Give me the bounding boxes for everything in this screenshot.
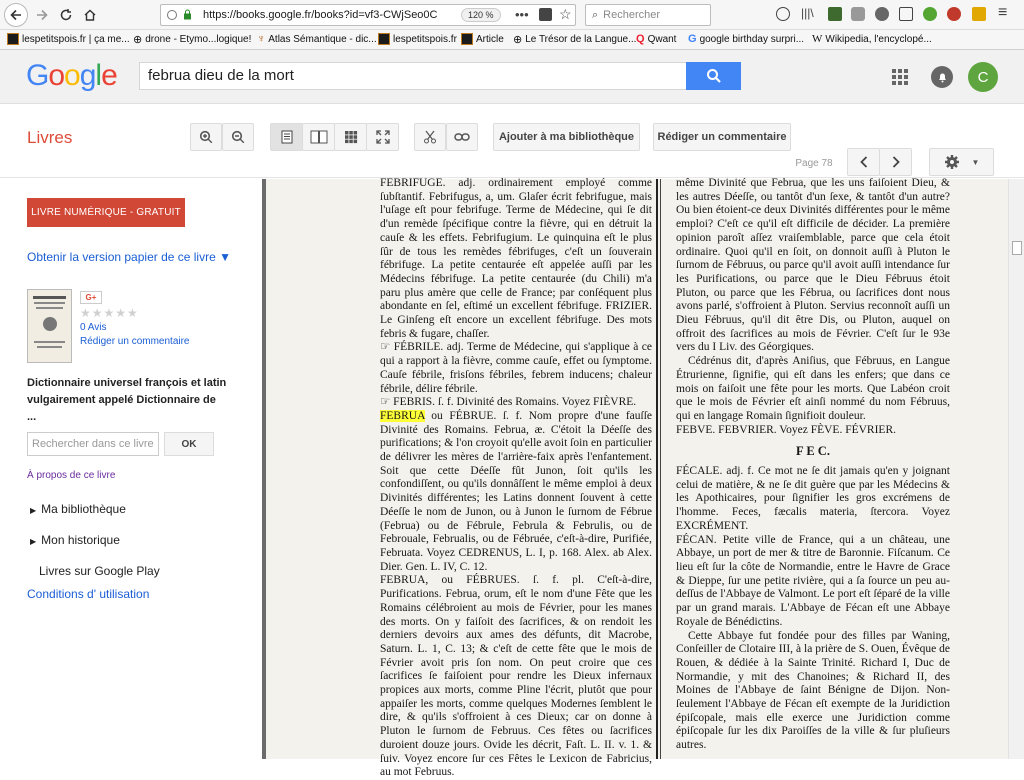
bookmark-item[interactable]: G google birthday surpri... (688, 33, 805, 45)
bookmark-star-icon[interactable]: ☆ (559, 6, 572, 22)
home-icon (83, 8, 97, 22)
qwant-icon: Q (636, 33, 645, 45)
apps-grid-icon[interactable] (892, 69, 908, 85)
bookmark-item[interactable]: Q Qwant (636, 33, 677, 45)
wikipedia-icon: W (812, 33, 823, 45)
atlas-icon: ♆ (257, 33, 266, 45)
chevron-right-icon (892, 156, 900, 168)
entry-februa-continued: même Divinité que Februa, que les uns faiſoient Dieu, & les autres Déeſſe, ou tantôt d'un ſexe, & tantôt d'un autre? Ou bien étoient-ce deux Divinités différentes pour le même emploi? C'eſt ce qu'il eſt difficile de décider. La première opinion paroît aſſez vraiſemblable, parce que cela étoit ordinaire. Quoi qu'il en ſoit, on donnoit auſſi à Pluton le ſurnom de Fébruus, ou parce qu'il avoit auſſi intendance ſur les Purifications, ou parce que le Dieu Fébruus étoit Pluton, ou parce que les Fébrua, ou ſacrifices dont nous avons parlé, s'offroient à Pluton. Servius reconnoît auſſi un Dieu Fébruus, qu'il dit être Dis, ou Pluton, auquel on offroit des ſacrifices au mois de Février. C'eſt ſur le 93e vers du I Liv. des Géorgiques. (676, 177, 950, 354)
google-logo[interactable]: Google (26, 59, 117, 92)
bookmark-item[interactable]: ⊕ drone - Etymo...logique! (133, 34, 252, 46)
page-edge (262, 179, 266, 759)
search-icon: ⌕ (592, 8, 599, 21)
entry-abbaye: Cette Abbaye fut fondée pour des filles par Waning, Conſeiller de Clotaire III, à la prière de S. Ouen, Évêque de Rouen, & dédiée à la Sainte Trinité. Richard I, Duc de Normandie, y mit des Chanoines; & Richard II, des Moines de l'Abbaye de ſaint Bénigne de Dijon. Non-ſeulement l'Abbaye de Fécan eſt exempte de la Juridiction épiſcopale, mais elle exerce une Juridiction comme épiſcopale ſur les dix Paroiſſes de la ville & ſur pluſieurs autres. (676, 629, 950, 752)
page-actions-icon[interactable]: ••• (515, 7, 529, 22)
extension-icon-4[interactable] (923, 7, 937, 21)
zoom-in-icon (199, 130, 213, 144)
bookmarks-bar (0, 30, 1024, 50)
search-icon (706, 68, 722, 84)
page-number: Page 78 (795, 158, 833, 169)
account-avatar[interactable]: C (968, 62, 998, 92)
search-in-book-button[interactable]: OK (164, 432, 214, 456)
extension-icon-2[interactable] (851, 7, 865, 21)
reload-icon (59, 8, 73, 22)
menu-icon[interactable]: ≡ (998, 4, 1008, 21)
page-column-right (676, 177, 950, 753)
back-button[interactable] (4, 3, 28, 27)
previous-page-button[interactable] (847, 148, 880, 176)
sidebar-item-play-books[interactable]: Livres sur Google Play (39, 564, 160, 578)
google-search-input[interactable]: februa dieu de la mort (139, 62, 687, 90)
extension-icon-6[interactable] (972, 7, 986, 21)
reload-button[interactable] (54, 3, 78, 27)
extension-icon-5[interactable] (947, 7, 961, 21)
extension-icon-3[interactable] (875, 7, 889, 21)
google-header (0, 50, 1024, 104)
vertical-scrollbar[interactable] (1008, 179, 1024, 759)
rating-stars[interactable]: ★★★★★ (80, 306, 139, 320)
reviews-count-link[interactable]: 0 Avis (80, 322, 107, 333)
fullscreen-button[interactable] (366, 123, 399, 151)
address-bar[interactable] (160, 4, 576, 26)
get-print-link[interactable]: Obtenir la version papier de ce livre ▼ (27, 250, 231, 264)
single-page-icon (281, 130, 293, 144)
dropdown-arrow-icon: ▼ (971, 157, 980, 167)
bookmark-item[interactable]: ⊕ Le Trésor de la Langue... (513, 34, 637, 46)
entry-febrifuge: FEBRIFUGE. adj. ordinairement employé comme ſubſtantif. Febrifugus, a, um. Glaſer écrit febrifugue, mais l'uſage eſt pour febrifuge. Terme de Médecine, qui ſe dit d'un remède ſpécifique contre la fièvre, qui en détruit la cauſe & les effets. Febrifugium. Le quinquina eſt le plus ſûr de tous les remèdes fébrifuges, c'eſt un ſouverain fébrifuge. La petite centaurée eſt appelée auſſi par les Médecins fébrifuge. La petite centaurée (du Chili) m'a paru plus amère que celle de France; par conſéquent plus abondante en ſel, eſtimé un excellent fébrifuge. FRIZIER. Le Ginſeng eſt encore un excellent fébrifuge. Des mots febris & fugare, chaſſer. (380, 177, 652, 340)
book-page-scan (262, 177, 1008, 779)
extension-icon-1[interactable] (828, 7, 842, 21)
next-page-button[interactable] (879, 148, 912, 176)
grid-view-icon (344, 130, 358, 144)
write-review-button[interactable]: Rédiger un commentaire (653, 123, 791, 151)
entry-fecale: FÉCALE. adj. f. Ce mot ne ſe dit jamais qu'en y joignant celui de matière, & ne ſe dit guère que par les Médecins & les Apothicaires, pour ſignifier les gros excrémens de l'homme. Feces, fæcalis materia, ſtercora. Voyez EXCRÉMENT. (676, 465, 950, 532)
browser-search-placeholder: Rechercher (603, 9, 661, 21)
free-ebook-button[interactable]: LIVRE NUMÉRIQUE - GRATUIT (27, 198, 185, 227)
book-viewer[interactable] (262, 177, 1008, 779)
two-page-view-button[interactable] (302, 123, 335, 151)
google-plus-button[interactable]: G+ (80, 291, 102, 304)
home-button[interactable] (78, 3, 102, 27)
two-page-icon (310, 130, 328, 144)
lock-icon (183, 9, 192, 20)
clip-button[interactable] (414, 123, 446, 151)
link-icon (454, 132, 470, 142)
google-search-button[interactable] (686, 62, 741, 90)
book-title: Dictionnaire universel françois et latin vulgairement appelé Dictionnaire de ... (27, 377, 227, 423)
section-title[interactable]: Livres (27, 128, 73, 147)
site-favicon-icon (7, 33, 19, 45)
bookmark-item[interactable]: lespetitspois.fr | ça me... (7, 33, 130, 45)
gear-icon (944, 154, 960, 170)
column-divider (656, 179, 658, 759)
bookmark-item[interactable]: lespetitspois.fr (378, 33, 457, 45)
globe-icon: ⊕ (133, 34, 143, 46)
about-book-link[interactable]: À propos de ce livre (27, 470, 116, 481)
sidebar-item-my-history[interactable]: ▶ Mon historique (30, 533, 120, 547)
chevron-left-icon (860, 156, 868, 168)
bookmark-item[interactable]: ♆ Atlas Sémantique - dic... (257, 33, 377, 45)
zoom-out-icon (231, 130, 245, 144)
entry-februa (380, 410, 652, 574)
book-cover[interactable] (27, 289, 72, 363)
history-icon[interactable] (776, 7, 790, 21)
triangle-right-icon: ▶ (30, 537, 37, 546)
sidebar (0, 179, 262, 759)
bookmark-item[interactable]: W Wikipedia, l'encyclopé... (812, 33, 932, 45)
books-toolbar (0, 104, 1024, 178)
browser-search-field[interactable] (585, 4, 711, 26)
notifications-bell-icon[interactable] (931, 66, 953, 88)
terms-link[interactable]: Conditions d' utilisation (27, 587, 150, 601)
sidebar-item-my-library[interactable]: ▶ Ma bibliothèque (30, 502, 126, 516)
section-heading: F E C. (796, 444, 830, 459)
column-divider (660, 179, 661, 759)
search-highlight: FEBRUA (380, 409, 425, 422)
write-review-link[interactable]: Rédiger un commentaire (80, 336, 190, 347)
add-to-library-button[interactable]: Ajouter à ma bibliothèque (493, 123, 640, 151)
single-page-view-button[interactable] (270, 123, 303, 151)
browser-toolbar (0, 0, 1024, 30)
bookmark-item[interactable]: Article (461, 33, 504, 45)
library-icon[interactable]: |||\ (801, 6, 814, 20)
url-text: https://books.google.fr/books?id=vf3-CWjSeo0C (203, 9, 438, 21)
scrollbar-thumb[interactable] (1012, 241, 1022, 255)
forward-arrow-icon (35, 8, 49, 22)
zoom-level[interactable]: 120 % (461, 8, 501, 22)
sidebar-icon[interactable] (899, 7, 913, 21)
settings-button[interactable] (929, 148, 994, 176)
site-favicon-icon (378, 33, 390, 45)
search-in-book-input[interactable]: Rechercher dans ce livre (27, 432, 159, 456)
entry-febve: FEBVE. FEBVRIER. Voyez FÈVE. FÉVRIER. (676, 423, 897, 436)
thumbnail-view-button[interactable] (334, 123, 367, 151)
scissors-icon (423, 130, 437, 144)
globe-icon: ⊕ (513, 34, 523, 46)
forward-button[interactable] (30, 3, 54, 27)
zoom-in-button[interactable] (190, 123, 222, 151)
info-icon[interactable] (167, 10, 177, 20)
fullscreen-icon (376, 130, 390, 144)
entry-fecan: FÉCAN. Petite ville de France, qui a un château, une Abbaye, un port de mer & titre de Baronnie. Fiſcanum. Ce lieu eſt ſur la côte de Normandie, entre le Havre de Grace & Dieppe, ſur une petite rivière, qui a ſa ſource un peu au-deſſus de l'Abbaye de Valmont. Le port eſt ſéparé de la ville par un grand marais. L'Abbaye de Fécan eſt une Abbaye Royale de Bénédictins. (676, 533, 950, 628)
entry-febris: ☞ FEBRIS. ſ. f. Divinité des Romains. Voyez FIÈVRE. (380, 396, 637, 409)
link-button[interactable] (446, 123, 478, 151)
page-column-left (380, 177, 652, 780)
zoom-out-button[interactable] (222, 123, 254, 151)
entry-cedrenus: Cédrénus dit, d'après Aniſius, que Fébruus, en Langue Étrurienne, ſignifie, qui eſt dans les enfers; que dans ce mois on faiſoit une fête pour les morts. Que Labéon croit que le mois de Février eſt ainſi nommé du nom Fébruus, qui en langage Romain ſignifioit douleur. (676, 355, 950, 422)
triangle-right-icon: ▶ (30, 506, 37, 515)
pocket-icon[interactable] (539, 8, 552, 21)
entry-febrile: ☞ FÉBRILE. adj. Terme de Médecine, qui s'applique à ce qui a rapport à la fièvre, comme cauſe, effet ou ſymptome. Cauſe fébrile, frisſons fébriles, febrem inducens; chaleur fébrile, délire fébrile. (380, 341, 652, 395)
back-arrow-icon (9, 8, 23, 22)
entry-februa-plural: FEBRUA, ou FÉBRUES. ſ. f. pl. C'eſt-à-dire, Purifications. Februa, orum, eſt le nom d'une Fête que les Romains célébroient au mois de Février, pour les manes des morts. On y faiſoit des ſacrifices, & on rendoit les derniers devoirs aux ames des défunts, dit Macrobe, Saturn. L. 1, C. 13; & c'eſt de cette fête que le mois de Février avoit pris ſon nom. On peut croire que ces ſacrifices ſe faiſoient pour rendre les Dieux infernaux propices aux morts, comme Pline l'écrit, plutôt que pour appaiſer les morts, comme quelques Modernes ſemblent le dire, & qu'ils s'offroient à ces Dieux; car on donne à Pluton le ſurnom de Februus. Ces fêtes ou ſacrifices duroient douze jours. Ovide les décrit, Faſt. L. II. v. 1. & ſuiv. Voyez encore ſur ces Fêtes le Lexicon de Fabricius, au mot Februus. (380, 574, 652, 779)
google-icon: G (688, 33, 697, 45)
site-favicon-icon (461, 33, 473, 45)
entry-februa-text: ou FÉBRUE. ſ. f. Nom propre d'une fauſſe Divinité des Romains. Februa, æ. C'étoit la Déeſſe des purifications; & l'on croyoit qu'elle avoit ſoin en particulier de délivrer les mères de l'arrière-faix après l'enfantement. Soit que cette Déeſſe fût Junon, ſoit qu'ils les confondiſſent, ou qu'ils donnâſſent le même emploi à deux Divinités différentes; les Latins donnent ſouvent à cette Déeſſe le nom de Junon, ou à Junon le ſurnom de Fébrue (Februa) ou de Fébrule, Februla & Februlis, ou de Febrouale, Februalis, ou de Fébruée, c'eſt-à-dire, Purifiée, Februata. Voyez CEDRENUS, L. I, p. 168. Alex. ab Alex. Dier. Gen. L. IV, C. 12. (380, 409, 652, 573)
